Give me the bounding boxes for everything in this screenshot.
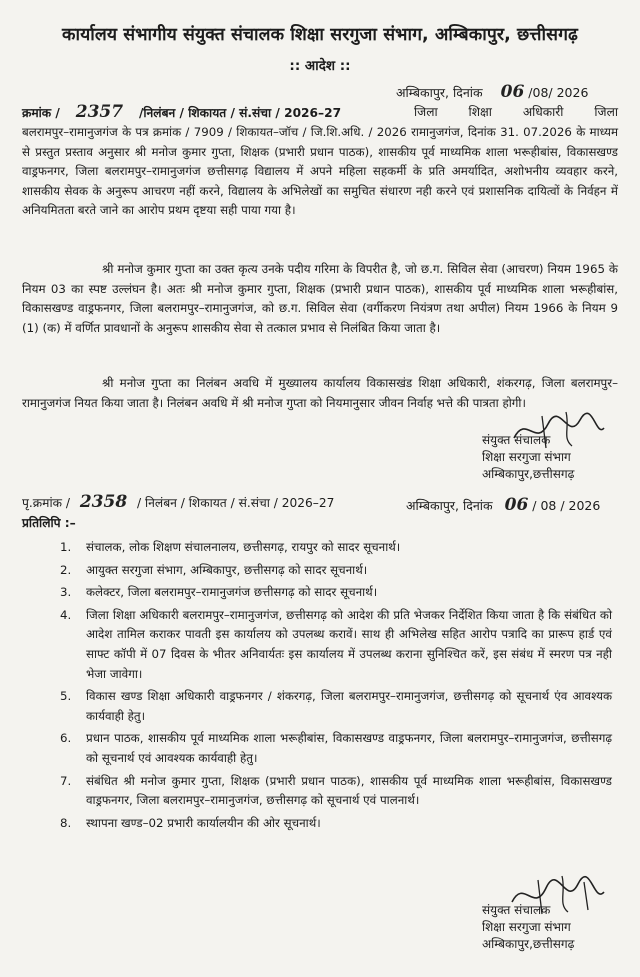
order-ref-prefix: क्रमांक / — [22, 106, 60, 120]
office-title: कार्यालय संभागीय संयुक्त संचालक शिक्षा सरगुजा संभाग, अम्बिकापुर, छत्तीसगढ़ — [62, 25, 578, 45]
copy-to-item-text: प्रधान पाठक, शासकीय पूर्व माध्यमिक शाला भरूहीबांस, विकासखण्ड वाड्रफनगर, जिला बलरामपुर–रामानुजगंज, छत्तीसगढ़ को सूचनार्थ एवं आवश्यक कार्यवाही हेतु। — [86, 731, 612, 765]
copy-to-item-text: विकास खण्ड शिक्षा अधिकारी वाड्रफनगर / शंकरगढ़, जिला बलरामपुर–रामानुजगंज, छत्तीसगढ़ को सूचनार्थ एंव आवश्यक कार्यवाही हेतु। — [86, 689, 612, 723]
copy-to-item — [60, 538, 612, 558]
order-ref-number: 2357 — [75, 102, 124, 122]
copy-to-item-text: कलेक्टर, जिला बलरामपुर–रामानुजगंज छत्तीसगढ़ को सादर सूचनार्थ। — [86, 585, 378, 600]
signature-department: शिक्षा सरगुजा संभाग — [482, 450, 571, 464]
copy-to-item-number: 1. — [60, 540, 72, 554]
copy-to-item — [60, 606, 612, 684]
copy-to-list — [60, 538, 612, 836]
endorsement-date-prefix: अम्बिकापुर, दिनांक — [406, 498, 493, 513]
order-paragraph-1: बलरामपुर–रामानुजगंज के पत्र क्रमांक / 7909 / शिकायत–जॉच / जि.शि.अधि. / 2026 रामानुजगंज, दिनांक 31. 07.2026 के माध्यम से प्रस्तुत प्रस्ताव अनुसार श्री मनोज कुमार गुप्ता, शिक्षक (प्रभारी प्रधान पाठक), शासकीय पूर्व माध्यमिक शाला भरूहीबांस, विकासखण्ड वाड्रफनगर, जिला बलरामपुर–रामानुजगंज छत्तीसगढ़ विद्यालय में अपने महिला सहकर्मी के प्रति अमर्यादित, अशोभनीय व्यवहार करने, शासकीय सेवक के अनुरूप आचरण नहीं करने, विद्यालय के अभिलेखों का समुचित संधारण नही करने एवं प्रशासनिक दायित्वों के निर्वहन में अनियमितता बरते जाने का आरोप प्रथम दृष्टया सही पाया गया है। — [22, 125, 618, 218]
order-date-day: 06 — [500, 82, 525, 102]
copy-to-item — [60, 687, 612, 726]
copy-to-item — [60, 814, 612, 834]
copy-to-item-number: 4. — [60, 607, 72, 622]
order-paragraph-2: श्री मनोज कुमार गुप्ता का उक्त कृत्य उनके पदीय गरिमा के विपरीत है, जो छ.ग. सिविल सेवा (आचरण) नियम 1965 के नियम 03 का स्पष्ट उल्लंघन है। अतः श्री मनोज कुमार गुप्ता, शिक्षक (प्रभारी प्रधान पाठक), शासकीय पूर्व माध्यमिक शाला भरूहीबांस, विकासखण्ड वाड्रफनगर, जिला बलरामपुर–रामानुजगंज, को छ.ग. सिविल सेवा (वर्गीकरण नियंत्रण तथा अपील) नियम 1966 के नियम 9 (1) (क) में वर्णित प्रावधानों के अनुरूप शासकीय सेवा से तत्काल प्रभाव से निलंबित किया जाता है। — [22, 262, 618, 335]
endorsement-reference — [22, 493, 334, 513]
copy-to-item-text: स्थापना खण्ड–02 प्रभारी कार्यालयीन की ओर सूचनार्थ। — [86, 815, 321, 830]
endorsement-date-line — [406, 495, 600, 515]
copy-to-item-number: 8. — [60, 815, 72, 830]
order-label: :: आदेश :: — [289, 58, 351, 74]
endorsement-date-day: 06 — [504, 495, 529, 515]
copy-to-item-number: 7. — [60, 773, 72, 788]
signature-designation: संयुक्त संचालक — [482, 903, 551, 917]
signature-designation: संयुक्त संचालक — [482, 433, 551, 447]
copy-to-item — [60, 729, 612, 768]
copy-to-item-number: 5. — [60, 689, 72, 704]
endorsement-date-month-year: / 08 / 2026 — [532, 498, 601, 513]
copy-to-item-text: संबंधित श्री मनोज कुमार गुप्ता, शिक्षक (प्रभारी प्रधान पाठक), शासकीय पूर्व माध्यमिक शाला भरूहीबांस, विकासखण्ड वाड्रफनगर, जिला बलरामपुर–रामानुजगंज, छत्तीसगढ़ को सूचनार्थ एवं पालनार्थ। — [86, 773, 612, 808]
order-ref-suffix: /निलंबन / शिकायत / सं.संचा / 2026–27 — [138, 106, 342, 120]
copy-to-item — [60, 561, 612, 581]
order-date-prefix: अम्बिकापुर, दिनांक — [396, 85, 483, 100]
order-reference — [22, 103, 341, 123]
signature-department: शिक्षा सरगुजा संभाग — [482, 920, 571, 934]
order-date-line — [396, 82, 588, 102]
copy-to-item-number: 6. — [60, 731, 72, 746]
endorsement-ref-suffix: / निलंबन / शिकायत / सं.संचा / 2026–27 — [137, 496, 335, 510]
copy-to-item-number: 3. — [60, 585, 72, 600]
signature-place: अम्बिकापुर,छत्तीसगढ़ — [482, 937, 575, 951]
copy-to-item-number: 2. — [60, 562, 72, 577]
endorsement-ref-number: 2358 — [79, 492, 128, 512]
endorsement-signature-block — [482, 902, 574, 953]
copy-to-item-text: आयुक्त सरगुजा संभाग, अम्बिकापुर, छत्तीसगढ़ को सादर सूचनार्थ। — [86, 562, 368, 577]
copy-to-item — [60, 583, 612, 603]
order-date-month-year: /08/ 2026 — [528, 85, 589, 100]
copy-to-item — [60, 772, 612, 811]
order-paragraph-3: श्री मनोज गुप्ता का निलंबन अवधि में मुख्यालय कार्यालय विकासखंड शिक्षा अधिकारी, शंकरगढ़, जिला बलरामपुर–रामानुजगंज नियत किया जाता है। निलंबन अवधि में श्री मनोज गुप्ता को नियमानुसार जीवन निर्वाह भत्ते की पात्रता होगी। — [22, 376, 618, 410]
signature-place: अम्बिकापुर,छत्तीसगढ़ — [482, 467, 575, 481]
copy-to-item-text: जिला शिक्षा अधिकारी बलरामपुर–रामानुजगंज, छत्तीसगढ़ को आदेश की प्रति भेजकर निर्देशित किया जाता है कि संबंधित को आदेश तामिल कराकर पावती इस कार्यालय को उपलब्ध करावें। साथ ही अभिलेख सहित आरोप पत्रादि का प्रारूप हार्ड एवं साफ्ट कॉपी में 07 दिवस के भीतर अनिवार्यतः इस कार्यालय में उपलब्ध कराना सुनिश्चित करें, इस संबंध में स्मरण पत्र नही भेजा जावेगा। — [86, 607, 612, 681]
order-para1-lead: जिला शिक्षा अधिकारी जिला — [414, 105, 618, 119]
copy-to-item-text: संचालक, लोक शिक्षण संचालनालय, छत्तीसगढ़, रायपुर को सादर सूचनार्थ। — [86, 540, 401, 554]
order-signature-block — [482, 432, 574, 483]
endorsement-ref-prefix: पृ.क्रमांक / — [22, 496, 70, 510]
copy-to-label: प्रतिलिपि :– — [22, 516, 76, 530]
